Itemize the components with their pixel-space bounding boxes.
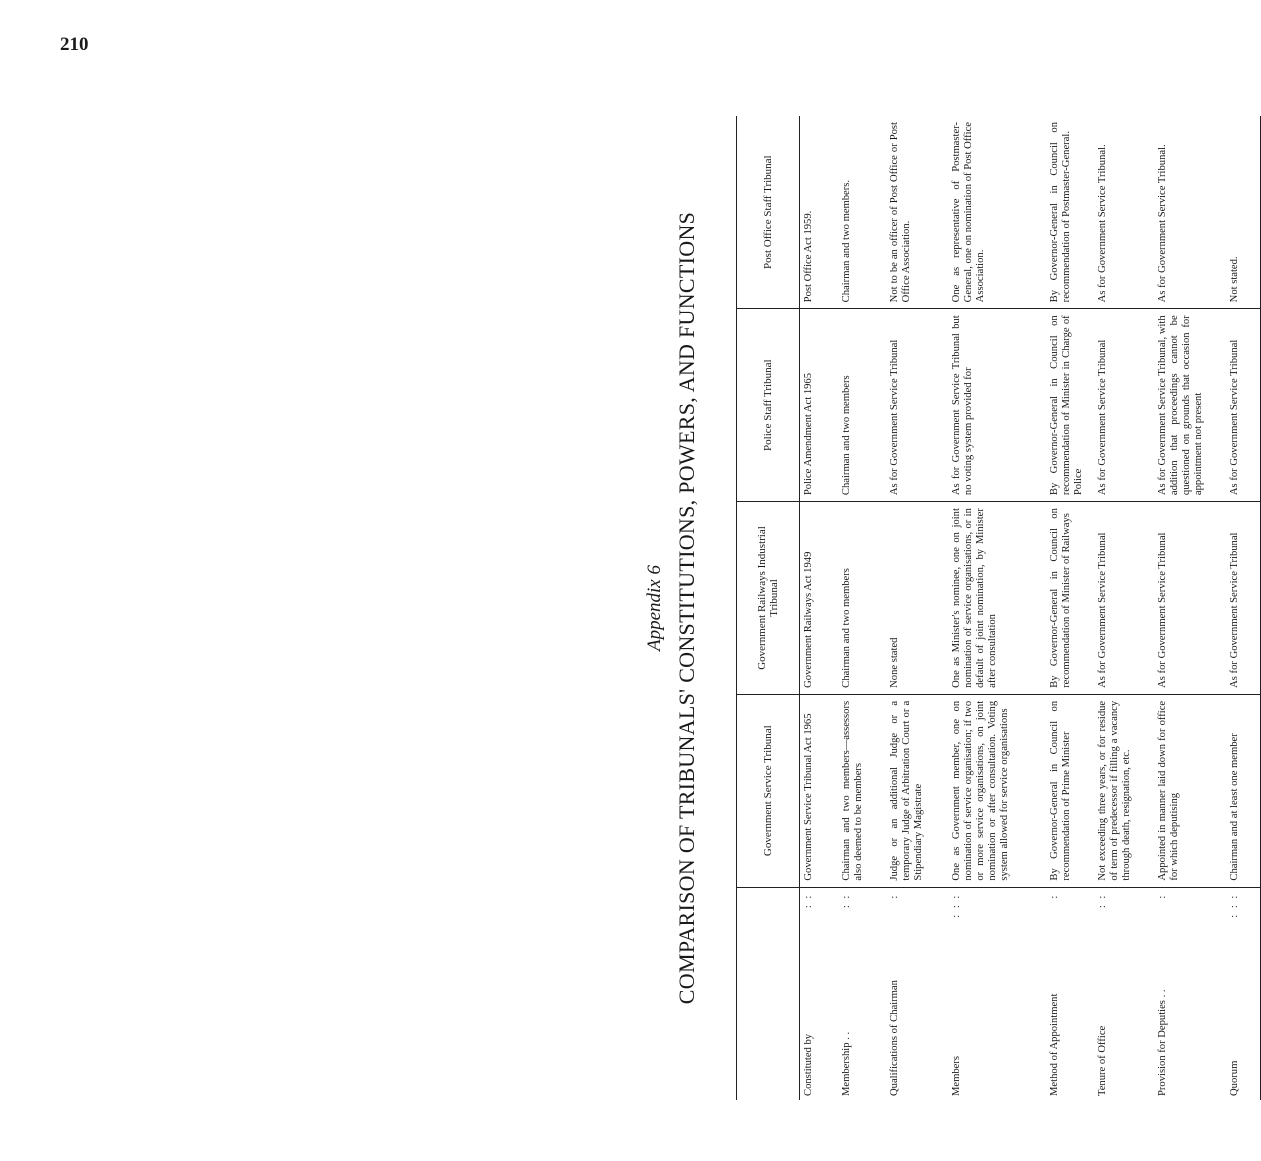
table-cell: Appointed in manner laid down for office for which deputising [1154, 694, 1226, 887]
row-label-text: Constituted by [803, 1033, 814, 1096]
row-label-text: Qualifications of Chairman [889, 980, 900, 1096]
table-cell: By Governor-General in Council on recommendation of Prime Minister [1046, 694, 1094, 887]
table-cell: Government Railways Act 1949 [800, 502, 839, 695]
table-cell: None stated [886, 502, 948, 695]
leader-dots: : [1049, 893, 1060, 899]
table-cell: By Governor-General in Council on recommendation of Postmaster-General. [1046, 116, 1094, 309]
row-label-text: Quorum [1229, 1060, 1240, 1096]
table-cell: Not stated. [1226, 116, 1261, 309]
page-number: 210 [60, 34, 89, 55]
leader-dots: : : [841, 893, 852, 909]
header-blank [737, 887, 800, 1100]
table-cell: Judge or an additional Judge or a temporary Judge of Arbitration Court or a Stipendiary Magistrate [886, 694, 948, 887]
row-label-text: Provision for Deputies . . [1157, 989, 1168, 1096]
table-cell: Chairman and two members. [838, 116, 886, 309]
leader-dots: : : : [1229, 893, 1240, 918]
leader-dots: : : [1097, 893, 1108, 909]
table-cell: As for Government Service Tribunal [1154, 502, 1226, 695]
row-label-text: Members [951, 1055, 962, 1096]
column-header: Government Railways Industrial Tribunal [737, 502, 800, 695]
table-row [1094, 116, 1154, 1100]
table-cell: By Governor-General in Council on recommendation of Minister of Railways [1046, 502, 1094, 695]
leader-dots: : [889, 893, 900, 899]
table-cell: As for Government Service Tribunal [886, 309, 948, 502]
table-cell: By Governor-General in Council on recommendation of Minister in Charge of Police [1046, 309, 1094, 502]
table-cell: As for Government Service Tribunal [1226, 309, 1261, 502]
row-label [1226, 887, 1261, 1100]
table-cell: Chairman and at least one member [1226, 694, 1261, 887]
row-label-text: Tenure of Office [1097, 1025, 1108, 1096]
table-cell: Post Office Act 1959. [800, 116, 839, 309]
table-cell: One as Government member, one on nomination of service organisation; if two or more service organisations, on joint nomination or after consultation. Voting system allowed for service organisations [948, 694, 1046, 887]
table-row [886, 116, 948, 1100]
column-header: Police Staff Tribunal [737, 309, 800, 502]
table-cell: Not exceeding three years, or for residue of term of predecessor if filling a vacancy through death, resignation, etc. [1094, 694, 1154, 887]
row-label [1094, 887, 1154, 1100]
table-cell: One as Minister's nominee, one on joint nomination of service organisations, or in default of joint nomination, by Minister after consultation [948, 502, 1046, 695]
table-cell: As for Government Service Tribunal but no voting system provided for [948, 309, 1046, 502]
table-header-row [737, 116, 800, 1100]
table-row [948, 116, 1046, 1100]
table-cell: Chairman and two members [838, 502, 886, 695]
document-title: COMPARISON OF TRIBUNALS' CONSTITUTIONS, POWERS, AND FUNCTIONS [674, 211, 699, 1005]
rotated-page-content [632, 108, 1240, 1108]
table-row [1046, 116, 1094, 1100]
row-label [800, 887, 839, 1100]
table-cell: As for Government Service Tribunal. [1094, 116, 1154, 309]
table-row [1154, 116, 1226, 1100]
row-label [838, 887, 886, 1100]
row-label-text: Method of Appointment [1049, 993, 1060, 1096]
row-label [1154, 887, 1226, 1100]
table-cell: As for Government Service Tribunal [1094, 502, 1154, 695]
column-header: Government Service Tribunal [737, 694, 800, 887]
table-cell: Police Amendment Act 1965 [800, 309, 839, 502]
table-cell: As for Government Service Tribunal [1094, 309, 1154, 502]
row-label-text: Membership . . [841, 1031, 852, 1096]
leader-dots: : [1157, 893, 1168, 899]
table-cell: Government Service Tribunal Act 1965 [800, 694, 839, 887]
row-label [886, 887, 948, 1100]
row-label [948, 887, 1046, 1100]
table-cell: Not to be an officer of Post Office or Post Office Association. [886, 116, 948, 309]
leader-dots: : : [803, 893, 814, 909]
comparison-table [736, 116, 1261, 1100]
leader-dots: : : : [951, 893, 962, 918]
table-cell: Chairman and two members [838, 309, 886, 502]
table-cell: One as representative of Postmaster-General, one on nomination of Post Office Association. [948, 116, 1046, 309]
table-cell: As for Government Service Tribunal. [1154, 116, 1226, 309]
table-cell: As for Government Service Tribunal [1226, 502, 1261, 695]
row-label [1046, 887, 1094, 1100]
column-header: Post Office Staff Tribunal [737, 116, 800, 309]
table-cell: As for Government Service Tribunal, with addition that proceedings cannot be questioned on grounds that occasion for appointment not present [1154, 309, 1226, 502]
appendix-heading: Appendix 6 [644, 565, 665, 652]
table-row [838, 116, 886, 1100]
table-cell: Chairman and two members—assessors also deemed to be members [838, 694, 886, 887]
table-row [1226, 116, 1261, 1100]
table-row [800, 116, 839, 1100]
